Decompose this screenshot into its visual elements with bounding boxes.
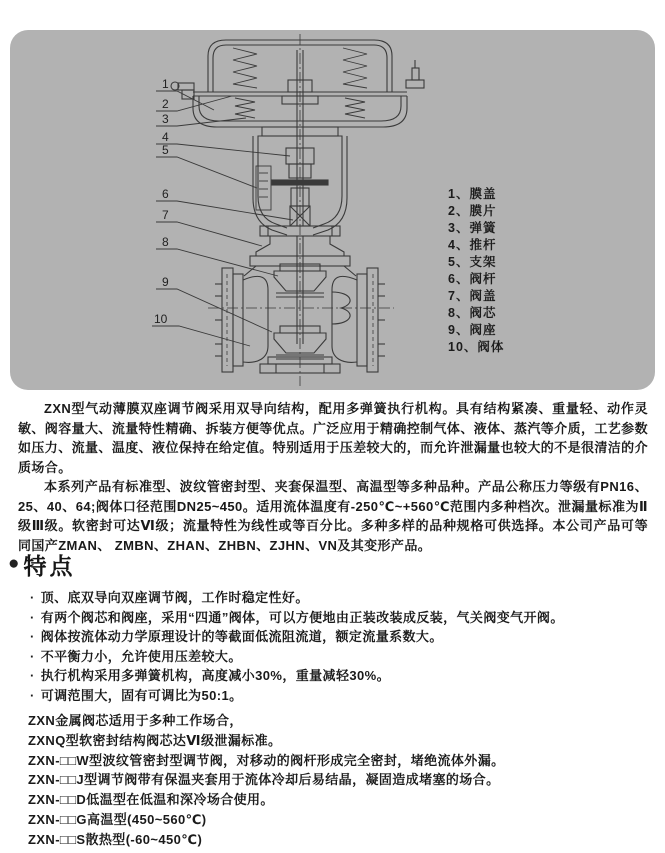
- callout-number: 2: [162, 97, 169, 111]
- features-heading: [8, 549, 75, 579]
- feature-bullet: ·: [30, 629, 35, 644]
- variant-line: ZXN-□□J型调节阀带有保温夹套用于流体冷却后易结晶，凝固造成堵塞的场合。: [28, 772, 500, 788]
- features-title: 特点: [23, 552, 76, 579]
- parts-list-item: 1、膜盖: [448, 187, 497, 201]
- variant-line: ZXN-□□D低温型在低温和深冷场合使用。: [28, 792, 274, 808]
- variant-line: ZXNQ型软密封结构阀芯达Ⅵ级泄漏标准。: [28, 732, 282, 748]
- feature-bullet: ·: [30, 687, 35, 703]
- intro-paragraph-1: ZXN型气动薄膜双座调节阀采用双导向结构，配用多弹簧执行机构。具有结构紧凑、重量轻、动作灵敏、阀容量大、流量特性精确、拆装方便等优点。广泛应用于精确控制气体、液体、蒸汽等介质，工艺参数如压力、流量、温度、液位保持在给定值。特别适用于压差较大的，而允许泄漏量也较大的不是很清洁的介质场合。: [18, 401, 648, 475]
- feature-bullet: ·: [30, 668, 35, 683]
- feature-item: [30, 647, 652, 667]
- parts-list-item: 5、支架: [448, 255, 497, 269]
- feature-text: 顶、底双导向双座调节阀，工作时稳定性好。: [40, 590, 309, 605]
- parts-list-item: 7、阀盖: [448, 289, 497, 303]
- callout-number: 4: [162, 130, 169, 144]
- callout-number: 1: [162, 77, 169, 91]
- callout-number: 3: [162, 112, 169, 126]
- feature-text: 可调范围大，固有可调比为50:1。: [40, 687, 243, 703]
- body-flange-right: [357, 268, 385, 372]
- parts-list-item: 2、膜片: [448, 204, 497, 218]
- variant-line: ZXN金属阀芯适用于多种工作场合，: [28, 713, 243, 728]
- feature-item: [30, 666, 652, 686]
- feature-item: [30, 627, 652, 647]
- feature-item: [30, 588, 652, 608]
- callout-number: 6: [162, 187, 169, 201]
- feature-item: [30, 608, 652, 628]
- bullet-dot-icon: ●: [8, 553, 20, 574]
- valve-technical-drawing: [10, 30, 655, 390]
- parts-list-item: 4、推杆: [448, 238, 497, 252]
- parts-list-item: 8、阀芯: [448, 306, 497, 320]
- feature-text: 阀体按流体动力学原理设计的等截面低流阻流道，额定流量系数大。: [40, 629, 443, 644]
- intro-text: [18, 399, 648, 555]
- callout-number: 9: [162, 275, 169, 289]
- air-connector-left: [171, 82, 194, 99]
- callout-number: 7: [162, 208, 169, 222]
- parts-list-item: 10、阀体: [448, 340, 505, 354]
- parts-list-item: 9、阀座: [448, 323, 497, 337]
- parts-list-item: 6、阀杆: [448, 272, 497, 286]
- callout-number: 5: [162, 143, 169, 157]
- callout-number: 10: [154, 312, 168, 326]
- variant-line: ZXN-□□G高温型(450~560℃): [28, 811, 207, 827]
- features-list: [30, 588, 652, 705]
- parts-list-item: 3、弹簧: [448, 221, 497, 235]
- air-connector-right: [406, 60, 424, 88]
- feature-bullet: ·: [30, 609, 35, 625]
- feature-item: [30, 686, 652, 706]
- valve-diagram-panel: [10, 30, 655, 390]
- variant-line: ZXN-□□S散热型(-60~450℃): [28, 831, 203, 847]
- parts-list: [448, 186, 504, 356]
- body-flange-left: [215, 268, 243, 372]
- intro-paragraph-2: 本系列产品有标准型、波纹管密封型、夹套保温型、高温型等多种品种。产品公称压力等级有PN16、25、40、64;阀体口径范围DN25~450。适用流体温度有-250℃~+560℃范围内多种档次。泄漏量标准为Ⅱ级Ⅲ级。软密封可达Ⅵ级；流量特性为线性或等百分比。多种多样的品种规格可供选择。本公司产品可等同国产ZMAN、 ZMBN、ZHAN、ZHBN、ZJHN、VN及其变形产品。: [18, 479, 648, 553]
- variant-lines: [28, 711, 653, 850]
- callout-number: 8: [162, 235, 169, 249]
- feature-bullet: ·: [30, 590, 35, 605]
- feature-text: 执行机构采用多弹簧机构，高度减小30%，重量减轻30%。: [40, 668, 390, 683]
- variant-line: ZXN-□□W型波纹管密封型调节阀，对移动的阀杆形成完全密封，堵绝流体外漏。: [28, 752, 505, 768]
- feature-text: 不平衡力小，允许使用压差较大。: [40, 648, 242, 664]
- feature-text: 有两个阀芯和阀座，采用“四通”阀体，可以方便地由正装改装成反装，气关阀变气开阀。: [40, 609, 564, 625]
- feature-bullet: ·: [30, 648, 35, 664]
